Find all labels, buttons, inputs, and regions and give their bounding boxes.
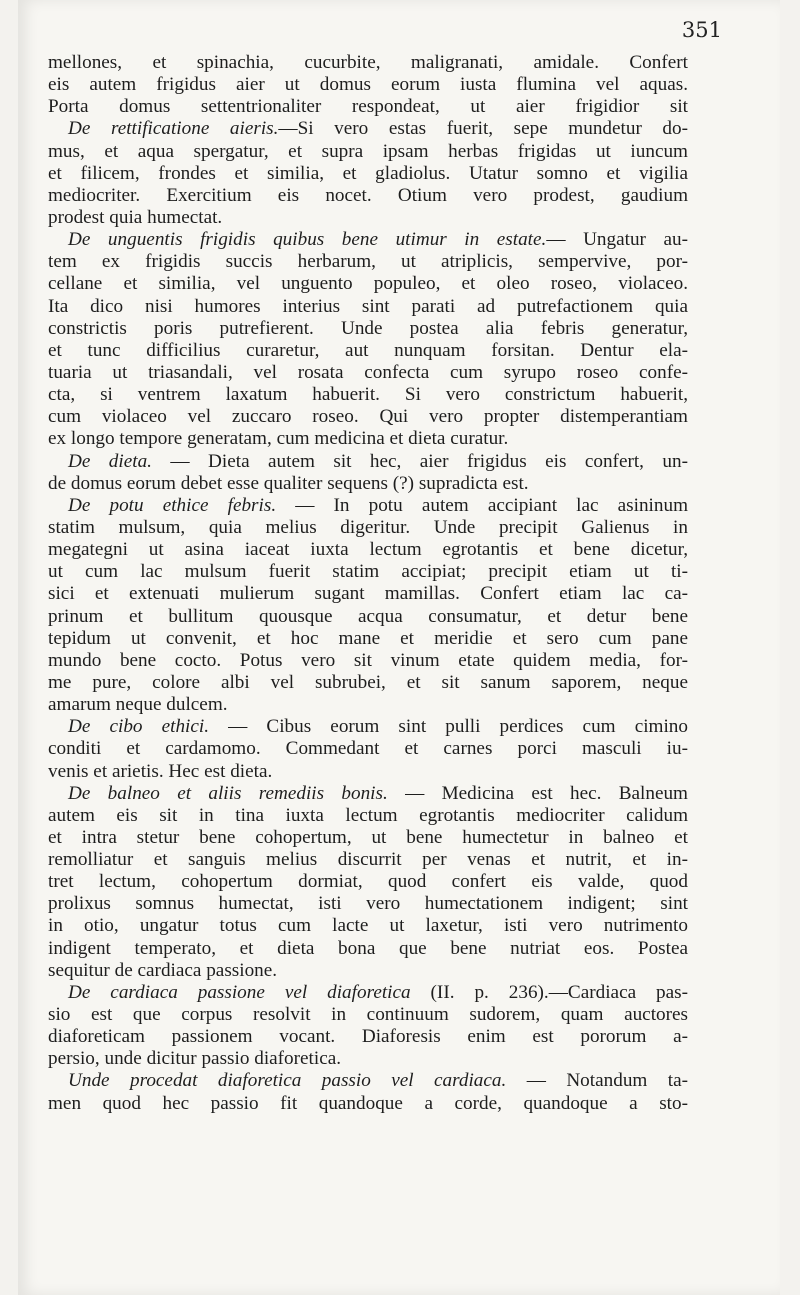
text-line <box>48 251 688 273</box>
text-line <box>48 694 688 716</box>
section-heading: De cibo ethici. <box>68 716 210 738</box>
text-line <box>48 517 688 539</box>
text-run: cum violaceo vel zuccaro roseo. Qui vero propter distemperantiam <box>48 406 688 428</box>
text-line <box>48 1070 688 1092</box>
section-heading: De balneo et aliis remediis bonis. <box>68 782 388 804</box>
text-run: et intra stetur bene cohopertum, ut bene humectetur in balneo et <box>48 826 688 848</box>
text-line <box>48 52 688 74</box>
text-run: sequitur de cardiaca passione. <box>48 959 278 981</box>
section-heading: De dieta. <box>68 450 152 472</box>
text-run: —Si vero estas fuerit, sepe mundetur do- <box>278 118 688 140</box>
text-line <box>48 561 688 583</box>
text-line <box>48 118 688 140</box>
text-run: cellane et similia, vel unguento populeo, et oleo roseo, violaceo. <box>48 273 688 295</box>
text-line <box>48 74 688 96</box>
text-run: statim mulsum, quia melius digeritur. Unde precipit Galienus in <box>48 516 688 538</box>
text-line <box>48 1093 688 1115</box>
text-run: tret lectum, cohopertum dormiat, quod confert eis valde, quod <box>48 871 688 893</box>
text-run: autem eis sit in tina iuxta lectum egrotantis mediocriter calidum <box>48 804 688 826</box>
text-line <box>48 296 688 318</box>
text-line <box>48 318 688 340</box>
page-number: 351 <box>681 18 722 42</box>
text-run: constrictis poris putrefierent. Unde postea alia febris generatur, <box>48 317 688 339</box>
text-run: prolixus somnus humectat, isti vero humectationem indigent; sint <box>48 893 688 915</box>
text-line <box>48 96 688 118</box>
text-run: prinum et bullitum quousque acqua consumatur, et detur bene <box>48 605 688 627</box>
text-line <box>48 960 688 982</box>
text-line <box>48 650 688 672</box>
text-line <box>48 1048 688 1070</box>
text-line <box>48 340 688 362</box>
text-line <box>48 539 688 561</box>
text-run: mus, et aqua spergatur, et supra ipsam herbas frigidas ut iuncum <box>48 140 688 162</box>
text-line <box>48 606 688 628</box>
text-run: — Medicina est hec. Balneum <box>387 782 688 804</box>
section-heading: De unguentis frigidis quibus bene utimur in estate. <box>68 229 547 251</box>
text-run: tem ex frigidis succis herbarum, ut atriplicis, sempervive, por- <box>48 251 688 273</box>
text-line <box>48 362 688 384</box>
text-run: persio, unde dicitur passio diaforetica. <box>48 1048 342 1070</box>
text-run: mediocriter. Exercitium eis nocet. Otium vero prodest, gaudium <box>48 184 688 206</box>
text-line <box>48 716 688 738</box>
text-run: mellones, et spinachia, cucurbite, maligranati, amidale. Confert <box>48 52 688 73</box>
text-line <box>48 583 688 605</box>
text-run: amarum neque dulcem. <box>48 694 228 716</box>
text-line <box>48 163 688 185</box>
text-line <box>48 473 688 495</box>
text-line <box>48 451 688 473</box>
text-run: eis autem frigidus aier ut domus eorum iusta flumina vel aquas. <box>48 74 688 96</box>
text-line <box>48 982 688 1004</box>
text-line <box>48 672 688 694</box>
text-line <box>48 495 688 517</box>
text-run: venis et arietis. Hec est dieta. <box>48 760 273 782</box>
text-run: in otio, ungatur totus cum lacte ut laxetur, isti vero nutrimento <box>48 915 688 937</box>
text-run: cta, si ventrem laxatum habuerit. Si vero constrictum habuerit, <box>48 384 688 406</box>
text-line <box>48 273 688 295</box>
text-run: men quod hec passio fit quandoque a corde, quandoque a sto- <box>48 1092 688 1114</box>
book-page <box>18 0 780 1295</box>
section-heading: Unde procedat diaforetica passio vel cardiaca. <box>68 1070 507 1092</box>
text-line <box>48 827 688 849</box>
text-run: diaforeticam passionem vocant. Diaforesis enim est pororum a- <box>48 1026 688 1048</box>
text-line <box>48 141 688 163</box>
text-run: me pure, colore albi vel subrubei, et sit sanum saporem, neque <box>48 671 688 693</box>
text-run: Porta domus settentrionaliter respondeat, ut aier frigidior sit <box>48 96 688 118</box>
text-line <box>48 805 688 827</box>
text-run: tuaria ut triasandali, vel rosata confecta cum syrupo roseo confe- <box>48 361 688 383</box>
text-line <box>48 628 688 650</box>
text-run: — Ungatur au- <box>546 229 688 251</box>
text-line <box>48 384 688 406</box>
text-line <box>48 738 688 760</box>
text-run: conditi et cardamomo. Commedant et carnes porci masculi iu- <box>48 738 688 760</box>
body-text <box>48 52 688 1115</box>
text-line <box>48 207 688 229</box>
text-run: (II. p. 236).—Cardiaca pas- <box>410 981 688 1003</box>
text-line <box>48 871 688 893</box>
text-run: et filicem, frondes et similia, et gladiolus. Utatur somno et vigilia <box>48 162 688 184</box>
text-line <box>48 893 688 915</box>
text-run: sio est que corpus resolvit in continuum sudorem, quam auctores <box>48 1004 688 1026</box>
text-run: — Dieta autem sit hec, aier frigidus eis confert, un- <box>151 450 688 472</box>
text-line <box>48 761 688 783</box>
text-run: — Cibus eorum sint pulli perdices cum cimino <box>209 716 688 738</box>
text-run: prodest quia humectat. <box>48 206 223 228</box>
text-line <box>48 915 688 937</box>
text-run: mundo bene cocto. Potus vero sit vinum etate quidem media, for- <box>48 649 688 671</box>
section-heading: De rettificatione aieris. <box>68 118 279 140</box>
text-run: ut cum lac mulsum fuerit statim accipiat; precipit etiam ut ti- <box>48 561 688 583</box>
text-line <box>48 1026 688 1048</box>
text-line <box>48 229 688 251</box>
text-run: Ita dico nisi humores interius sint parati ad putrefactionem quia <box>48 295 688 317</box>
text-line <box>48 783 688 805</box>
text-line <box>48 428 688 450</box>
text-line <box>48 849 688 871</box>
text-run: de domus eorum debet esse qualiter sequens (?) supradicta est. <box>48 472 529 494</box>
text-run: — Notandum ta- <box>506 1070 688 1092</box>
text-line <box>48 185 688 207</box>
text-run: sici et extenuati mulierum sugant mamillas. Confert etiam lac ca- <box>48 583 688 605</box>
text-line <box>48 938 688 960</box>
text-run: tepidum ut convenit, et hoc mane et meridie et sero cum pane <box>48 627 688 649</box>
text-run: megategni ut asina iaceat iuxta lectum egrotantis et bene dicetur, <box>48 539 688 561</box>
text-run: et tunc difficilius curaretur, aut nunquam forsitan. Dentur ela- <box>48 339 688 361</box>
text-line <box>48 1004 688 1026</box>
section-heading: De potu ethice febris. <box>68 494 277 516</box>
section-heading: De cardiaca passione vel diaforetica <box>68 981 411 1003</box>
text-run: — In potu autem accipiant lac asininum <box>276 494 688 516</box>
text-run: indigent temperato, et dieta bona que bene nutriat eos. Postea <box>48 937 688 959</box>
text-run: ex longo tempore generatam, cum medicina et dieta curatur. <box>48 428 509 450</box>
text-run: remolliatur et sanguis melius discurrit per venas et nutrit, et in- <box>48 849 688 871</box>
text-line <box>48 406 688 428</box>
